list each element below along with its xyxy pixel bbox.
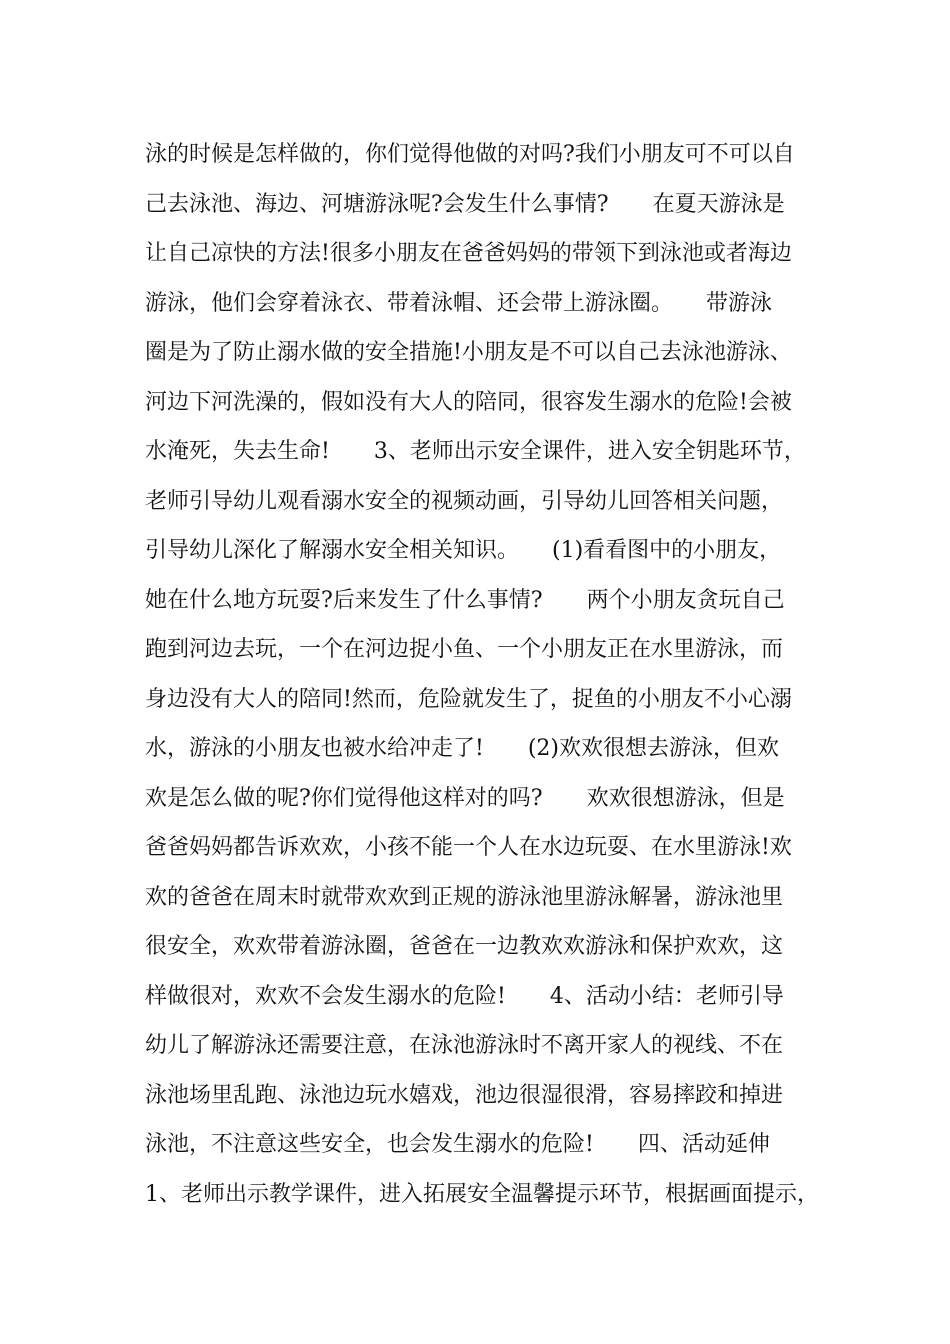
- text-line-5: 圈是为了防止溺水做的安全措施!小朋友是不可以自己去泳池游泳、: [145, 340, 792, 365]
- text-line-18: 样做很对，欢欢不会发生溺水的危险! 4、活动小结：老师引导: [145, 983, 784, 1009]
- text-line-7: 水淹死，失去生命! 3、老师出示安全课件，进入安全钥匙环节，: [145, 439, 806, 464]
- text-line-12: 身边没有大人的陪同!然而，危险就发生了，捉鱼的小朋友不小心溺: [145, 686, 792, 712]
- text-line-16: 欢的爸爸在周末时就带欢欢到正规的游泳池里游泳解暑，游泳池里: [145, 884, 784, 910]
- text-line-8: 老师引导幼儿观看溺水安全的视频动画，引导幼儿回答相关问题，: [145, 488, 784, 514]
- text-line-13: 水，游泳的小朋友也被水给冲走了! (2)欢欢很想去游泳，但欢: [145, 736, 780, 761]
- text-line-2: 己去泳池、海边、河塘游泳呢?会发生什么事情? 在夏天游泳是: [145, 191, 785, 217]
- text-line-15: 爸爸妈妈都告诉欢欢，小孩不能一个人在水边玩耍、在水里游泳!欢: [145, 835, 792, 860]
- text-line-6: 河边下河洗澡的，假如没有大人的陪同，很容发生溺水的危险!会被: [145, 389, 792, 415]
- text-line-20: 泳池场里乱跑、泳池边玩水嬉戏，池边很湿很滑，容易摔跤和掉进: [145, 1082, 784, 1108]
- text-line-4: 游泳，他们会穿着泳衣、带着泳帽、还会带上游泳圈。 带游泳: [145, 290, 773, 316]
- text-line-21: 泳池，不注意这些安全，也会发生溺水的危险! 四、活动延伸: [145, 1132, 770, 1157]
- text-line-1: 泳的时候是怎样做的，你们觉得他做的对吗?我们小朋友可不可以自: [145, 142, 795, 167]
- text-line-17: 很安全，欢欢带着游泳圈，爸爸在一边教欢欢游泳和保护欢欢，这: [145, 934, 784, 959]
- text-line-3: 让自己凉快的方法!很多小朋友在爸爸妈妈的带领下到泳池或者海边: [145, 241, 792, 266]
- text-line-9: 引导幼儿深化了解溺水安全相关知识。 (1)看看图中的小朋友，: [145, 538, 782, 563]
- text-line-11: 跑到河边去玩，一个在河边捉小鱼、一个小朋友正在水里游泳，而: [145, 637, 784, 662]
- text-line-14: 欢是怎么做的呢?你们觉得他这样对的吗? 欢欢很想游泳，但是: [145, 785, 785, 811]
- text-line-22: 1、老师出示教学课件，进入拓展安全温馨提示环节，根据画面提示，: [145, 1181, 819, 1207]
- body-text: [145, 130, 835, 1219]
- text-line-19: 幼儿了解游泳还需要注意，在泳池游泳时不离开家人的视线、不在: [145, 1033, 784, 1058]
- text-line-10: 她在什么地方玩耍?后来发生了什么事情? 两个小朋友贪玩自己: [145, 587, 785, 613]
